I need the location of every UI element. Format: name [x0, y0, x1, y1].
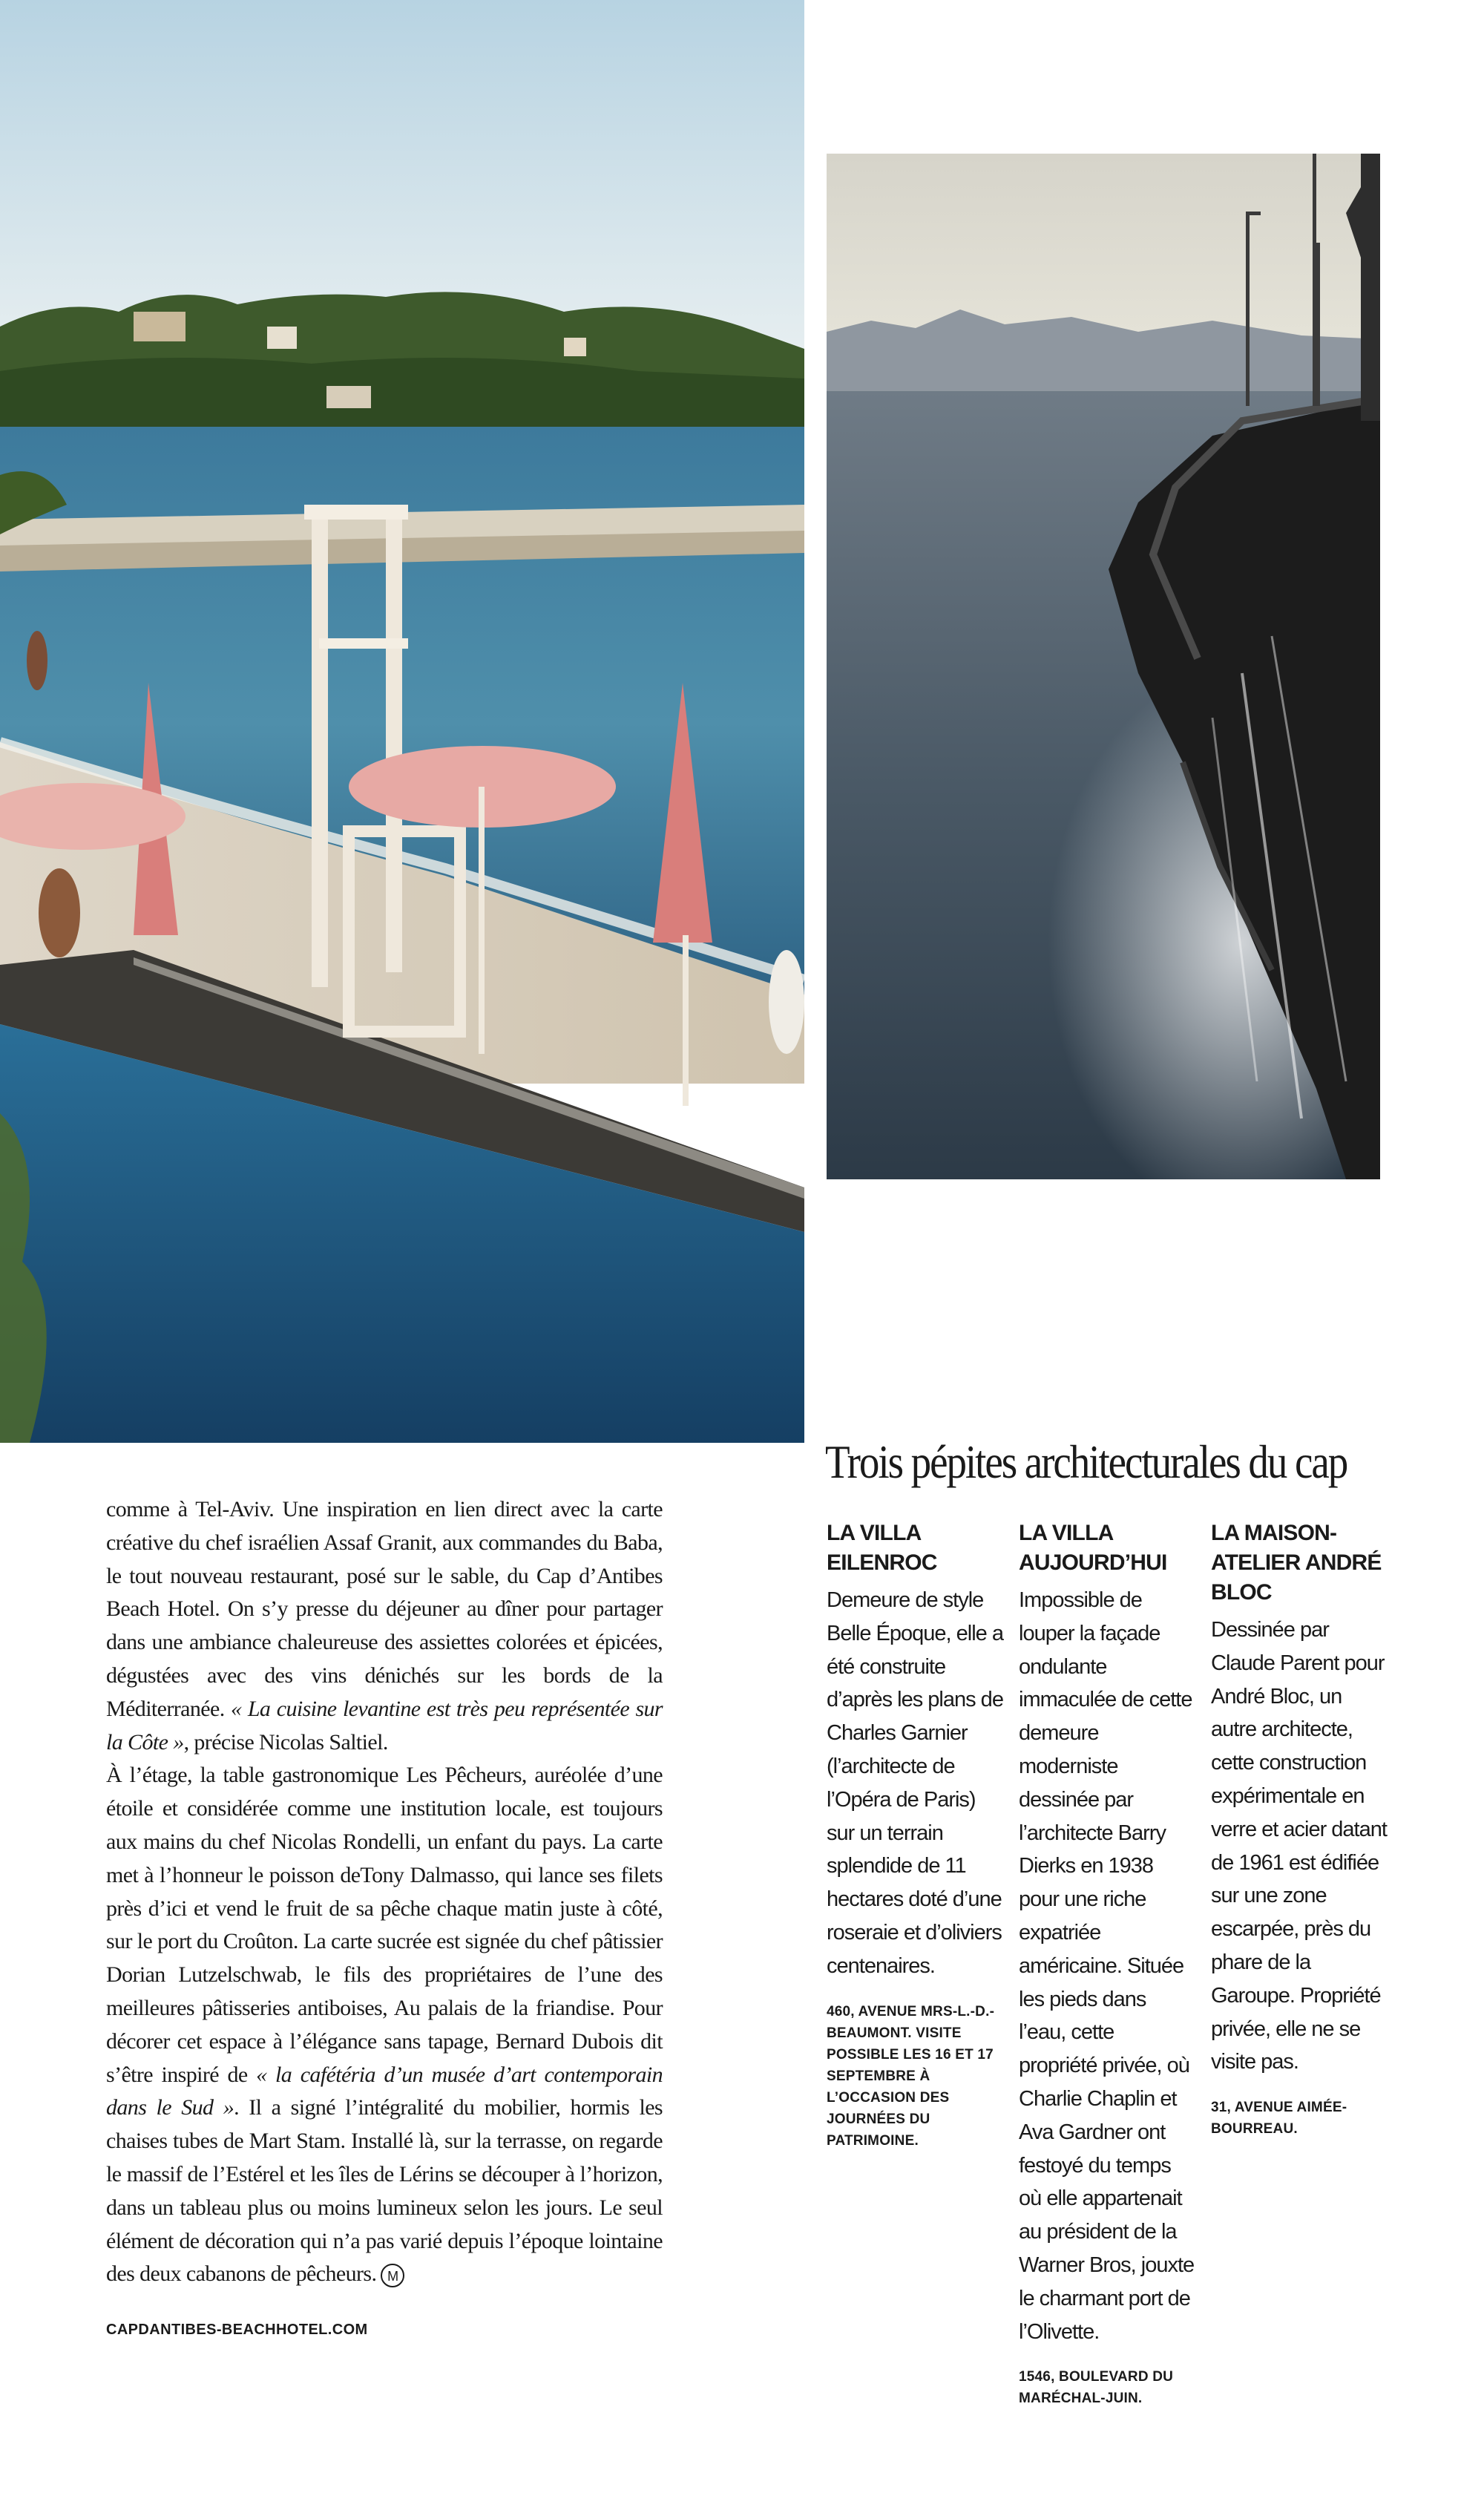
column-text: Impossible de louper la façade ondulante immaculée de cette demeure moderniste dessinée par l’architecte Barry Dierks en 1938 pour une riche expatriée américaine. Située les pieds dans l’eau, cette propriété privée, où Charlie Chaplin et Ava Gardner ont festoyé du temps où elle appartenait au président de la Warner Bros, jouxte le charmant port de l’Olivette. [1019, 1588, 1195, 2344]
sea-rocks-photo [827, 154, 1380, 1179]
paragraph-text: . Il a signé l’intégralité du mobilier, hormis les chaises tubes de Mart Stam. Installé là, sur la terrasse, on regarde le massif de l’Estérel et les îles de Lérins se découper à l’horizon, dans un tableau plus ou moins lumineux selon les jours. Le seul élément de décoration qui n’a pas varié depuis l’époque lointaine des deux cabanons de pêcheurs. [106, 2095, 663, 2287]
column-text: Dessinée par Claude Parent pour André Bloc, un autre architecte, cette construction expérimentale en verre et acier datant de 1961 est édifiée sur une zone escarpée, près du phare de la Garoupe. Propriété privée, elle ne se visite pas. [1211, 1618, 1387, 2074]
article-paragraph [106, 1493, 663, 1759]
beach-club-photo-art [0, 0, 804, 1443]
column-heading: LA VILLA EILENROC [827, 1521, 937, 1575]
end-mark-icon: M [381, 2264, 404, 2287]
column-heading: LA MAISON-ATELIER ANDRÉ BLOC [1211, 1521, 1382, 1605]
pull-quote: « La cuisine levantine est très peu représentée sur la Côte » [106, 1696, 663, 1755]
paragraph-text: À l’étage, la table gastronomique Les Pêcheurs, auréolée d’une étoile et considérée comme une institution locale, est toujours aux mains du chef Nicolas Rondelli, un enfant du pays. La carte met à l’honneur le poisson deTony Dalmasso, qui lance ses filets près d’ici et vend le fruit de sa pêche chaque matin juste à côté, sur le port du Croûton. La carte sucrée est signée du chef pâtissier Dorian Lutzelschwab, le fils des propriétaires de l’une des meilleures pâtisseries antiboises, Au palais de la friandise. Pour décorer cet espace à l’élégance sans tapage, Bernard Dubois dit s’être inspiré de [106, 1763, 663, 2087]
column-address: 1546, BOULEVARD DU MARÉCHAL-JUIN. [1019, 2369, 1174, 2407]
column-address: 31, AVENUE AIMÉE-BOURREAU. [1211, 2100, 1347, 2137]
article-paragraph [106, 1759, 663, 2291]
column-address: 460, AVENUE MRS-L.-D.-BEAUMONT. VISITE POSSIBLE LES 16 ET 17 SEPTEMBRE À L’OCCASION DES JOURNÉES DU PATRIMOINE. [827, 2003, 995, 2149]
column-heading: LA VILLA AUJOURD’HUI [1019, 1521, 1167, 1575]
hotel-website-link[interactable]: CAPDANTIBES-BEACHHOTEL.COM [106, 2322, 368, 2338]
paragraph-text: , précise Nicolas Saltiel. [183, 1729, 388, 1755]
column-text: Demeure de style Belle Époque, elle a été construite d’après les plans de Charles Garnier (l’architecte de l’Opéra de Paris) sur un terrain splendide de 11 hectares doté d’une roseraie et d’oliviers centenaires. [827, 1588, 1003, 1978]
article-body [106, 1493, 663, 2291]
sea-rocks-photo-art [827, 154, 1380, 1179]
sidebar-column-eilenroc [827, 1519, 1005, 2152]
paragraph-text: comme à Tel-Aviv. Une inspiration en lien direct avec la carte créative du chef israélien Assaf Granit, aux commandes du Baba, le tout nouveau restaurant, posé sur le sable, du Cap d’Antibes Beach Hotel. On s’y presse du déjeuner au dîner pour partager dans une ambiance chaleureuse des assiettes colorées et épicées, dégustées avec des vins dénichés sur les bords de la Méditerranée. [106, 1497, 663, 1721]
sidebar-column-bloc [1211, 1519, 1389, 2140]
beach-club-photo [0, 0, 804, 1443]
pull-quote: « la cafétéria d’un musée d’art contemporain dans le Sud » [106, 2062, 663, 2120]
sidebar-title: Trois pépites architecturales du cap [825, 1435, 1347, 1488]
sidebar-column-aujourdhui [1019, 1519, 1197, 2409]
